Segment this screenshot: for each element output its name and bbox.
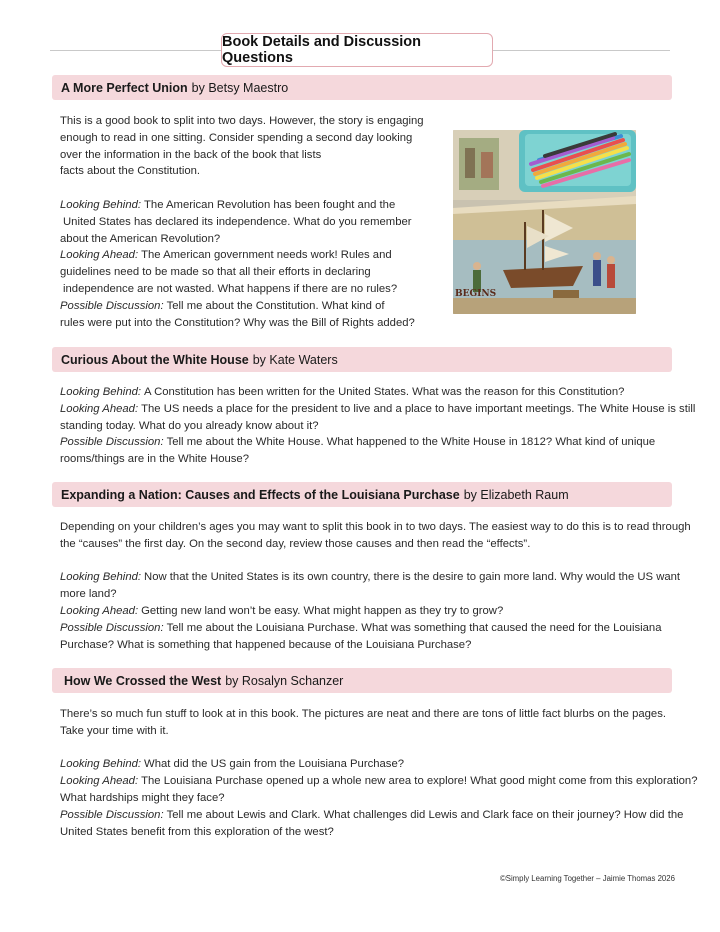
book-title: How We Crossed the West	[64, 673, 222, 688]
discussion-text: Tell me about the Constitution. What kind of	[166, 299, 385, 312]
label-possible-discussion: Possible Discussion:	[60, 436, 164, 449]
book-header-1	[52, 75, 672, 100]
book-author: by Rosalyn Schanzer	[225, 673, 344, 688]
ahead-text: guidelines need to be made so that all their efforts in declaring	[60, 266, 371, 279]
ahead-text: independence are not wasted. What happens if there are no rules?	[63, 282, 398, 295]
label-looking-behind: Looking Behind:	[60, 386, 142, 398]
label-looking-ahead: Looking Ahead:	[60, 402, 139, 415]
book-author: by Kate Waters	[252, 352, 338, 367]
book-section-3	[60, 519, 691, 653]
behind-text: United States has declared its independence. What do you remember	[63, 215, 412, 228]
photo-caption: BEGINS	[455, 289, 497, 299]
intro-line: Take your time with it.	[60, 724, 169, 737]
label-possible-discussion: Possible Discussion:	[60, 621, 164, 634]
label-looking-behind: Looking Behind:	[60, 198, 142, 211]
label-possible-discussion: Possible Discussion:	[60, 808, 164, 821]
label-looking-behind: Looking Behind:	[60, 571, 142, 584]
book-author: by Elizabeth Raum	[463, 487, 569, 502]
ahead-text: What hardships might they face?	[60, 791, 225, 804]
book-title: Curious About the White House	[61, 352, 249, 367]
footer-copyright: ©Simply Learning Together – Jaimie Thomas 2026	[500, 874, 675, 883]
discussion-text: United States benefit from this exploration of the west?	[60, 825, 334, 838]
label-looking-ahead: Looking Ahead:	[60, 249, 139, 262]
label-looking-behind: Looking Behind:	[60, 758, 142, 771]
intro-line: There’s so much fun stuff to look at in this book. The pictures are neat and there are tons of little fact blurbs on the pages.	[60, 708, 666, 720]
discussion-text: Tell me about the White House. What happened to the White House in 1812? What kind of unique	[166, 436, 656, 449]
behind-text: about the American Revolution?	[60, 232, 221, 245]
label-possible-discussion: Possible Discussion:	[60, 299, 164, 312]
book-section-2	[60, 384, 695, 468]
book-author: by Betsy Maestro	[191, 80, 289, 95]
book-title: Expanding a Nation: Causes and Effects of the Louisiana Purchase	[61, 487, 460, 502]
label-looking-ahead: Looking Ahead:	[60, 775, 139, 788]
behind-text: more land?	[60, 588, 117, 601]
ahead-text: Getting new land won’t be easy. What might happen as they try to grow?	[141, 604, 504, 617]
book-title: A More Perfect Union	[61, 80, 188, 95]
discussion-text: Tell me about Lewis and Clark. What challenges did Lewis and Clark face on their journey? How did the	[166, 808, 684, 821]
intro-line: the “causes” the first day. On the second day, review those causes and then read the “effects”.	[60, 537, 531, 550]
ahead-text: The US needs a place for the president to live and a place to have important meetings. The White House is still	[141, 402, 696, 415]
ahead-text: The American government needs work! Rules and	[141, 249, 392, 262]
intro-line: This is a good book to split into two days. However, the story is engaging	[60, 115, 424, 127]
intro-line: Depending on your children’s ages you may want to split this book in to two days. The easiest way to do this is to read through	[60, 521, 691, 533]
book-section-4	[60, 706, 698, 840]
page-header	[50, 33, 670, 67]
label-looking-ahead: Looking Ahead:	[60, 604, 139, 617]
page-title: Book Details and Discussion Questions	[221, 33, 493, 67]
intro-line: facts about the Constitution.	[60, 165, 201, 178]
behind-text: Now that the United States is its own country, there is the desire to gain more land. Why would the US want	[144, 571, 681, 584]
book-header-4	[52, 668, 672, 693]
book-header-2	[52, 347, 672, 372]
behind-text: A Constitution has been written for the United States. What was the reason for this Constitution?	[144, 386, 625, 398]
ahead-text: The Louisiana Purchase opened up a whole new area to explore! What good might come from this exploration?	[141, 775, 698, 788]
discussion-text: rules were put into the Constitution? Why was the Bill of Rights added?	[60, 316, 415, 329]
discussion-text: rooms/things are in the White House?	[60, 453, 250, 466]
behind-text: The American Revolution has been fought and the	[144, 198, 396, 211]
intro-line: enough to read in one sitting. Consider spending a second day looking	[60, 131, 413, 144]
book-header-3	[52, 482, 672, 507]
intro-line: over the information in the back of the book that lists	[60, 148, 322, 161]
ahead-text: standing today. What do you already know about it?	[60, 419, 319, 432]
book-photo	[453, 130, 636, 314]
book-section-1	[60, 113, 424, 331]
discussion-text: Purchase? What is something that happened because of the Louisiana Purchase?	[60, 638, 472, 651]
discussion-text: Tell me about the Louisiana Purchase. What was something that caused the need for the Louisiana	[166, 621, 662, 634]
behind-text: What did the US gain from the Louisiana Purchase?	[144, 758, 405, 771]
